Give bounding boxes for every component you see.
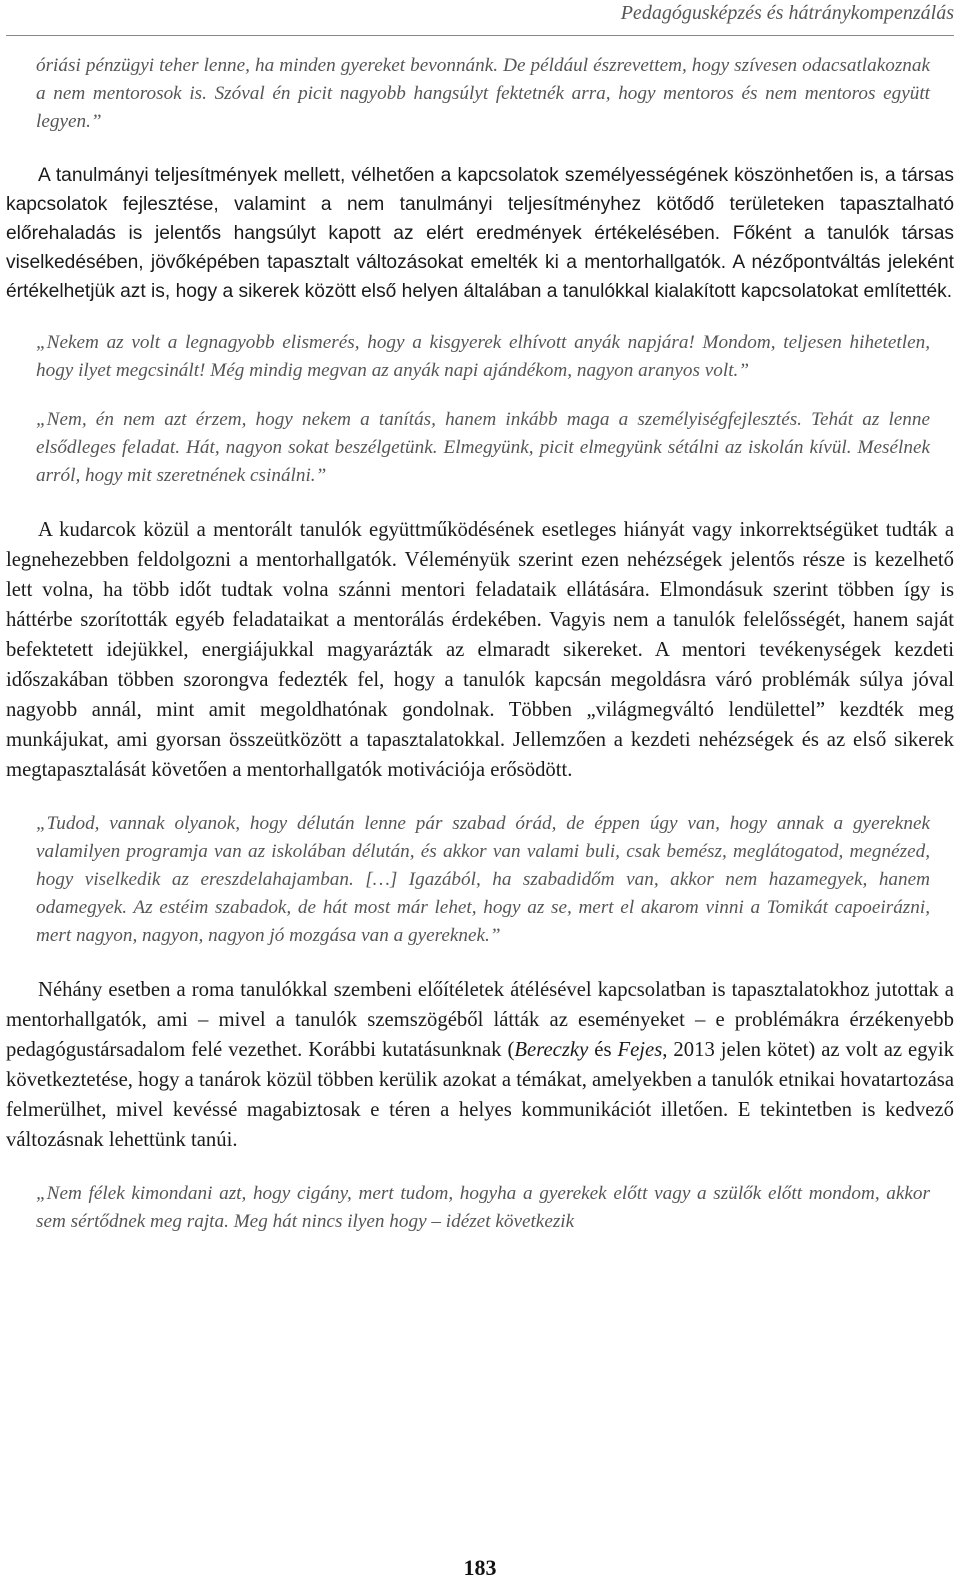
interview-quote-mothers-day: „Nekem az volt a legnagyobb elismerés, hogy a kisgyerek elhívott anyák napjára! Mondom, teljesen hihetetlen, hogy ilyet megcsinált! Még mindig megvan az anyák napi ajándékom, nagyon aranyos volt.” xyxy=(36,332,930,381)
citation-conjunction: és xyxy=(588,1039,618,1061)
interview-quote-free-time: „Tudod, vannak olyanok, hogy délután lenne pár szabad órád, de éppen úgy van, hogy annak a gyereknek valamilyen programja van az iskolában délután, és akkor van valami buli, csak bemész, meglátogatod, megnézed, hogy viselkedik az ereszdelahajamban. […] Igazából, ha szabadidőm van, akkor nem hazamegyek, hanem odamegyek. Az estéim szabadok, de hát most már lehet, hogy az se, mert el akarom vinni a Tomikát capoeirázni, mert nagyon, nagyon, nagyon jó mozgása van a gyereknek.” xyxy=(36,813,930,946)
page-number: 183 xyxy=(463,1555,497,1580)
body-paragraph-results: A tanulmányi teljesítmények mellett, vélhetően a kapcsolatok személyességének köszönhetően is, a társas kapcsolatok fejlesztése, valamint a nem tanulmányi teljesítményhez kötődő területeken tapasztalható előrehaladás is jelentős hangsúlyt kapott az elért eredmények értékelésében. Főként a tanulók társas viselkedésében, jövőképében tapasztalt változásokat emelték ki a mentorhallgatók. A nézőpontváltás jeleként értékelhetjük azt is, hogy a sikerek között első helyen általában a tanulókkal kialakított kapcsolatokat említették. xyxy=(6,165,954,302)
interview-quote-personality: „Nem, én nem azt érzem, hogy nekem a tanítás, hanem inkább maga a személyiségfejlesztés. Tehát az lenne elsődleges feladat. Hát, nagyon sokat beszélgetünk. Elmegyünk, picit elmegyünk sétálni az iskolán kívül. Mesélnek arról, hogy mit szeretnének csinálni.” xyxy=(36,409,930,486)
prejudice-text-part2: , 2013 jelen kötet) az volt az egyik következtetése, hogy a tanárok közül többen kerülik azokat a témákat, amelyekben a tanulók etnikai hovatartozása felmerülhet, mivel kevéssé magabiztosak e téren a helyes kommunikációt illetően. E tekintetben is kedvező változásnak lehettünk tanúi. xyxy=(6,1039,954,1151)
header-divider xyxy=(6,35,954,36)
citation-author-bereczky: Bereczky xyxy=(514,1039,589,1061)
page-content xyxy=(6,52,954,1236)
body-paragraph-failures: A kudarcok közül a mentorált tanulók együttműködésének esetleges hiányát vagy inkorrektségüket tudták a legnehezebben feldolgozni a mentorhallgatók. Véleményük szerint ezen nehézségek jelentős része is kezelhető lett volna, ha több időt tudtak volna szánni mentori feladataik ellátására. Elmondásuk szerint többen így is háttérbe szorították egyéb feladataikat a mentorálás érdekében. Vagyis nem a tanulók felelősségét, hanem saját befektetett idejükkel, energiájukkal magyarázták az elmaradt sikereket. A mentori tevékenységek kezdeti időszakában többen szorongva fedezték fel, hogy a tanulók kapcsán megoldásra váró problémák súlya jóval nagyobb annál, mint amit megoldhatónak gondolnak. Többen „világmegváltó lendülettel” kezdték meg munkájukat, ami gyorsan összeütközött a tapasztalatokkal. Jellemzően a kezdeti nehézségek és az első sikerek megtapasztalását követően a mentorhallgatók motivációja erősödött. xyxy=(6,519,954,781)
prejudice-text-part1: Néhány esetben a roma tanulókkal szembeni előítéletek átélésével kapcsolatban is tapasztalatokhoz jutottak a mentorhallgatók, ami – mivel a tanulók szemszögéből látták az eseményeket – e problémákra érzékenyebb pedagógustársadalom felé vezethet. Korábbi kutatásunknak ( xyxy=(6,979,954,1061)
citation-author-fejes: Fejes xyxy=(617,1039,663,1061)
interview-quote-gypsy: „Nem félek kimondani azt, hogy cigány, mert tudom, hogyha a gyerekek előtt vagy a szülők előtt mondom, akkor sem sértődnek meg rajta. Meg hát nincs ilyen hogy – idézet következik xyxy=(36,1183,930,1232)
running-header: Pedagógusképzés és hátránykompenzálás xyxy=(620,2,954,24)
body-paragraph-prejudice xyxy=(6,975,954,1155)
interview-quote-continued: óriási pénzügyi teher lenne, ha minden gyereket bevonnánk. De például észrevettem, hogy szívesen odacsatlakoznak a nem mentorosok is. Szóval én picit nagyobb hangsúlyt fektetnék arra, hogy mentoros és nem mentoros együtt legyen.” xyxy=(36,55,930,132)
